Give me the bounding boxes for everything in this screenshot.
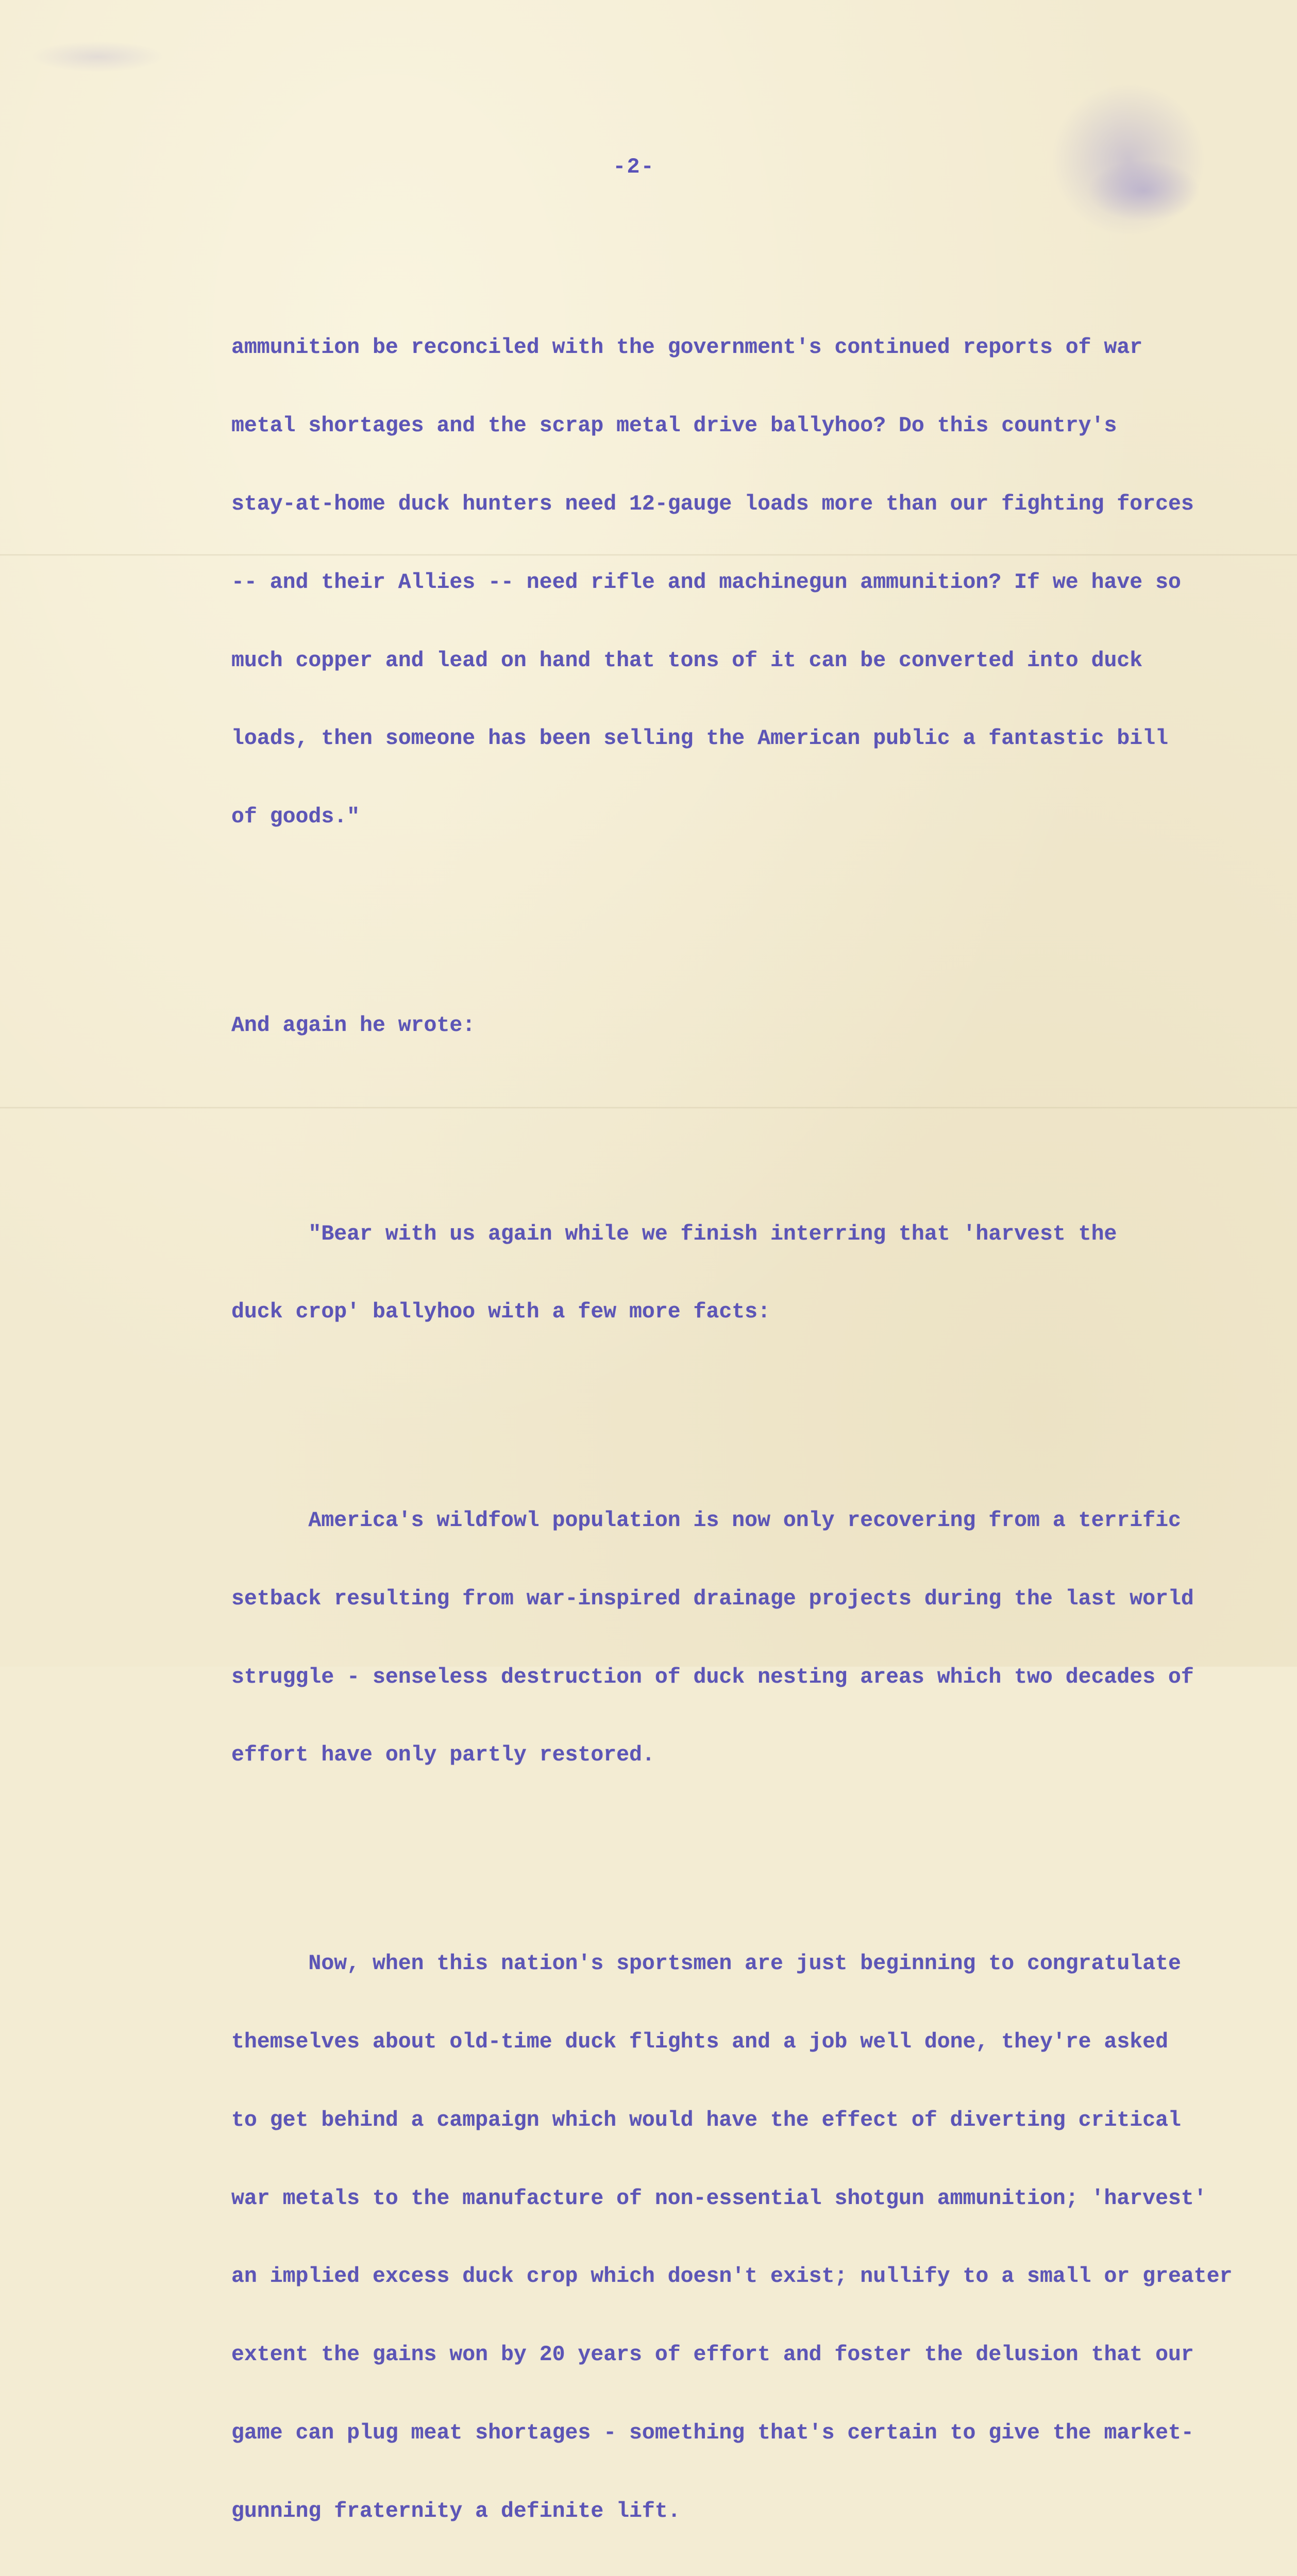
paragraph [231, 1456, 1241, 1821]
ink-smudge [1087, 160, 1201, 222]
paragraph [231, 961, 1241, 1091]
text-line: gunning fraternity a definite lift. [231, 2499, 681, 2523]
text-line: Now, when this nation's sportsmen are just beginning to congratulate [231, 1952, 1181, 1976]
text-line: stay-at-home duck hunters need 12-gauge loads more than our fighting forces [231, 492, 1194, 516]
document-body [231, 231, 1241, 2576]
text-line: an implied excess duck crop which doesn't exist; nullify to a small or greater [231, 2264, 1233, 2289]
text-line: extent the gains won by 20 years of effort and foster the delusion that our [231, 2343, 1194, 2367]
paragraph [231, 283, 1241, 883]
text-line: "Bear with us again while we finish interring that 'harvest the [231, 1222, 1117, 1246]
paragraph [231, 1899, 1241, 2576]
text-line: to get behind a campaign which would have the effect of diverting critical [231, 2108, 1181, 2132]
text-line: And again he wrote: [231, 1013, 476, 1038]
text-line: game can plug meat shortages - something that's certain to give the market- [231, 2420, 1194, 2445]
page-number: -2- [613, 155, 655, 179]
text-line: effort have only partly restored. [231, 1743, 655, 1768]
ink-smudge [31, 41, 165, 72]
text-line: setback resulting from war-inspired drainage projects during the last world [231, 1586, 1194, 1611]
text-line: metal shortages and the scrap metal drive ballyhoo? Do this country's [231, 414, 1117, 438]
paragraph [231, 1169, 1241, 1378]
text-line: war metals to the manufacture of non-essential shotgun ammunition; 'harvest' [231, 2186, 1207, 2211]
text-line: struggle - senseless destruction of duck nesting areas which two decades of [231, 1665, 1194, 1689]
text-line: of goods." [231, 805, 360, 829]
text-line: themselves about old-time duck flights and a job well done, they're asked [231, 2029, 1168, 2054]
text-line: -- and their Allies -- need rifle and machinegun ammunition? If we have so [231, 570, 1181, 595]
text-line: loads, then someone has been selling the American public a fantastic bill [231, 726, 1168, 751]
text-line: much copper and lead on hand that tons of it can be converted into duck [231, 648, 1143, 673]
text-line: America's wildfowl population is now only recovering from a terrific [231, 1509, 1181, 1533]
text-line: ammunition be reconciled with the government's continued reports of war [231, 335, 1143, 360]
text-line: duck crop' ballyhoo with a few more facts: [231, 1300, 770, 1325]
